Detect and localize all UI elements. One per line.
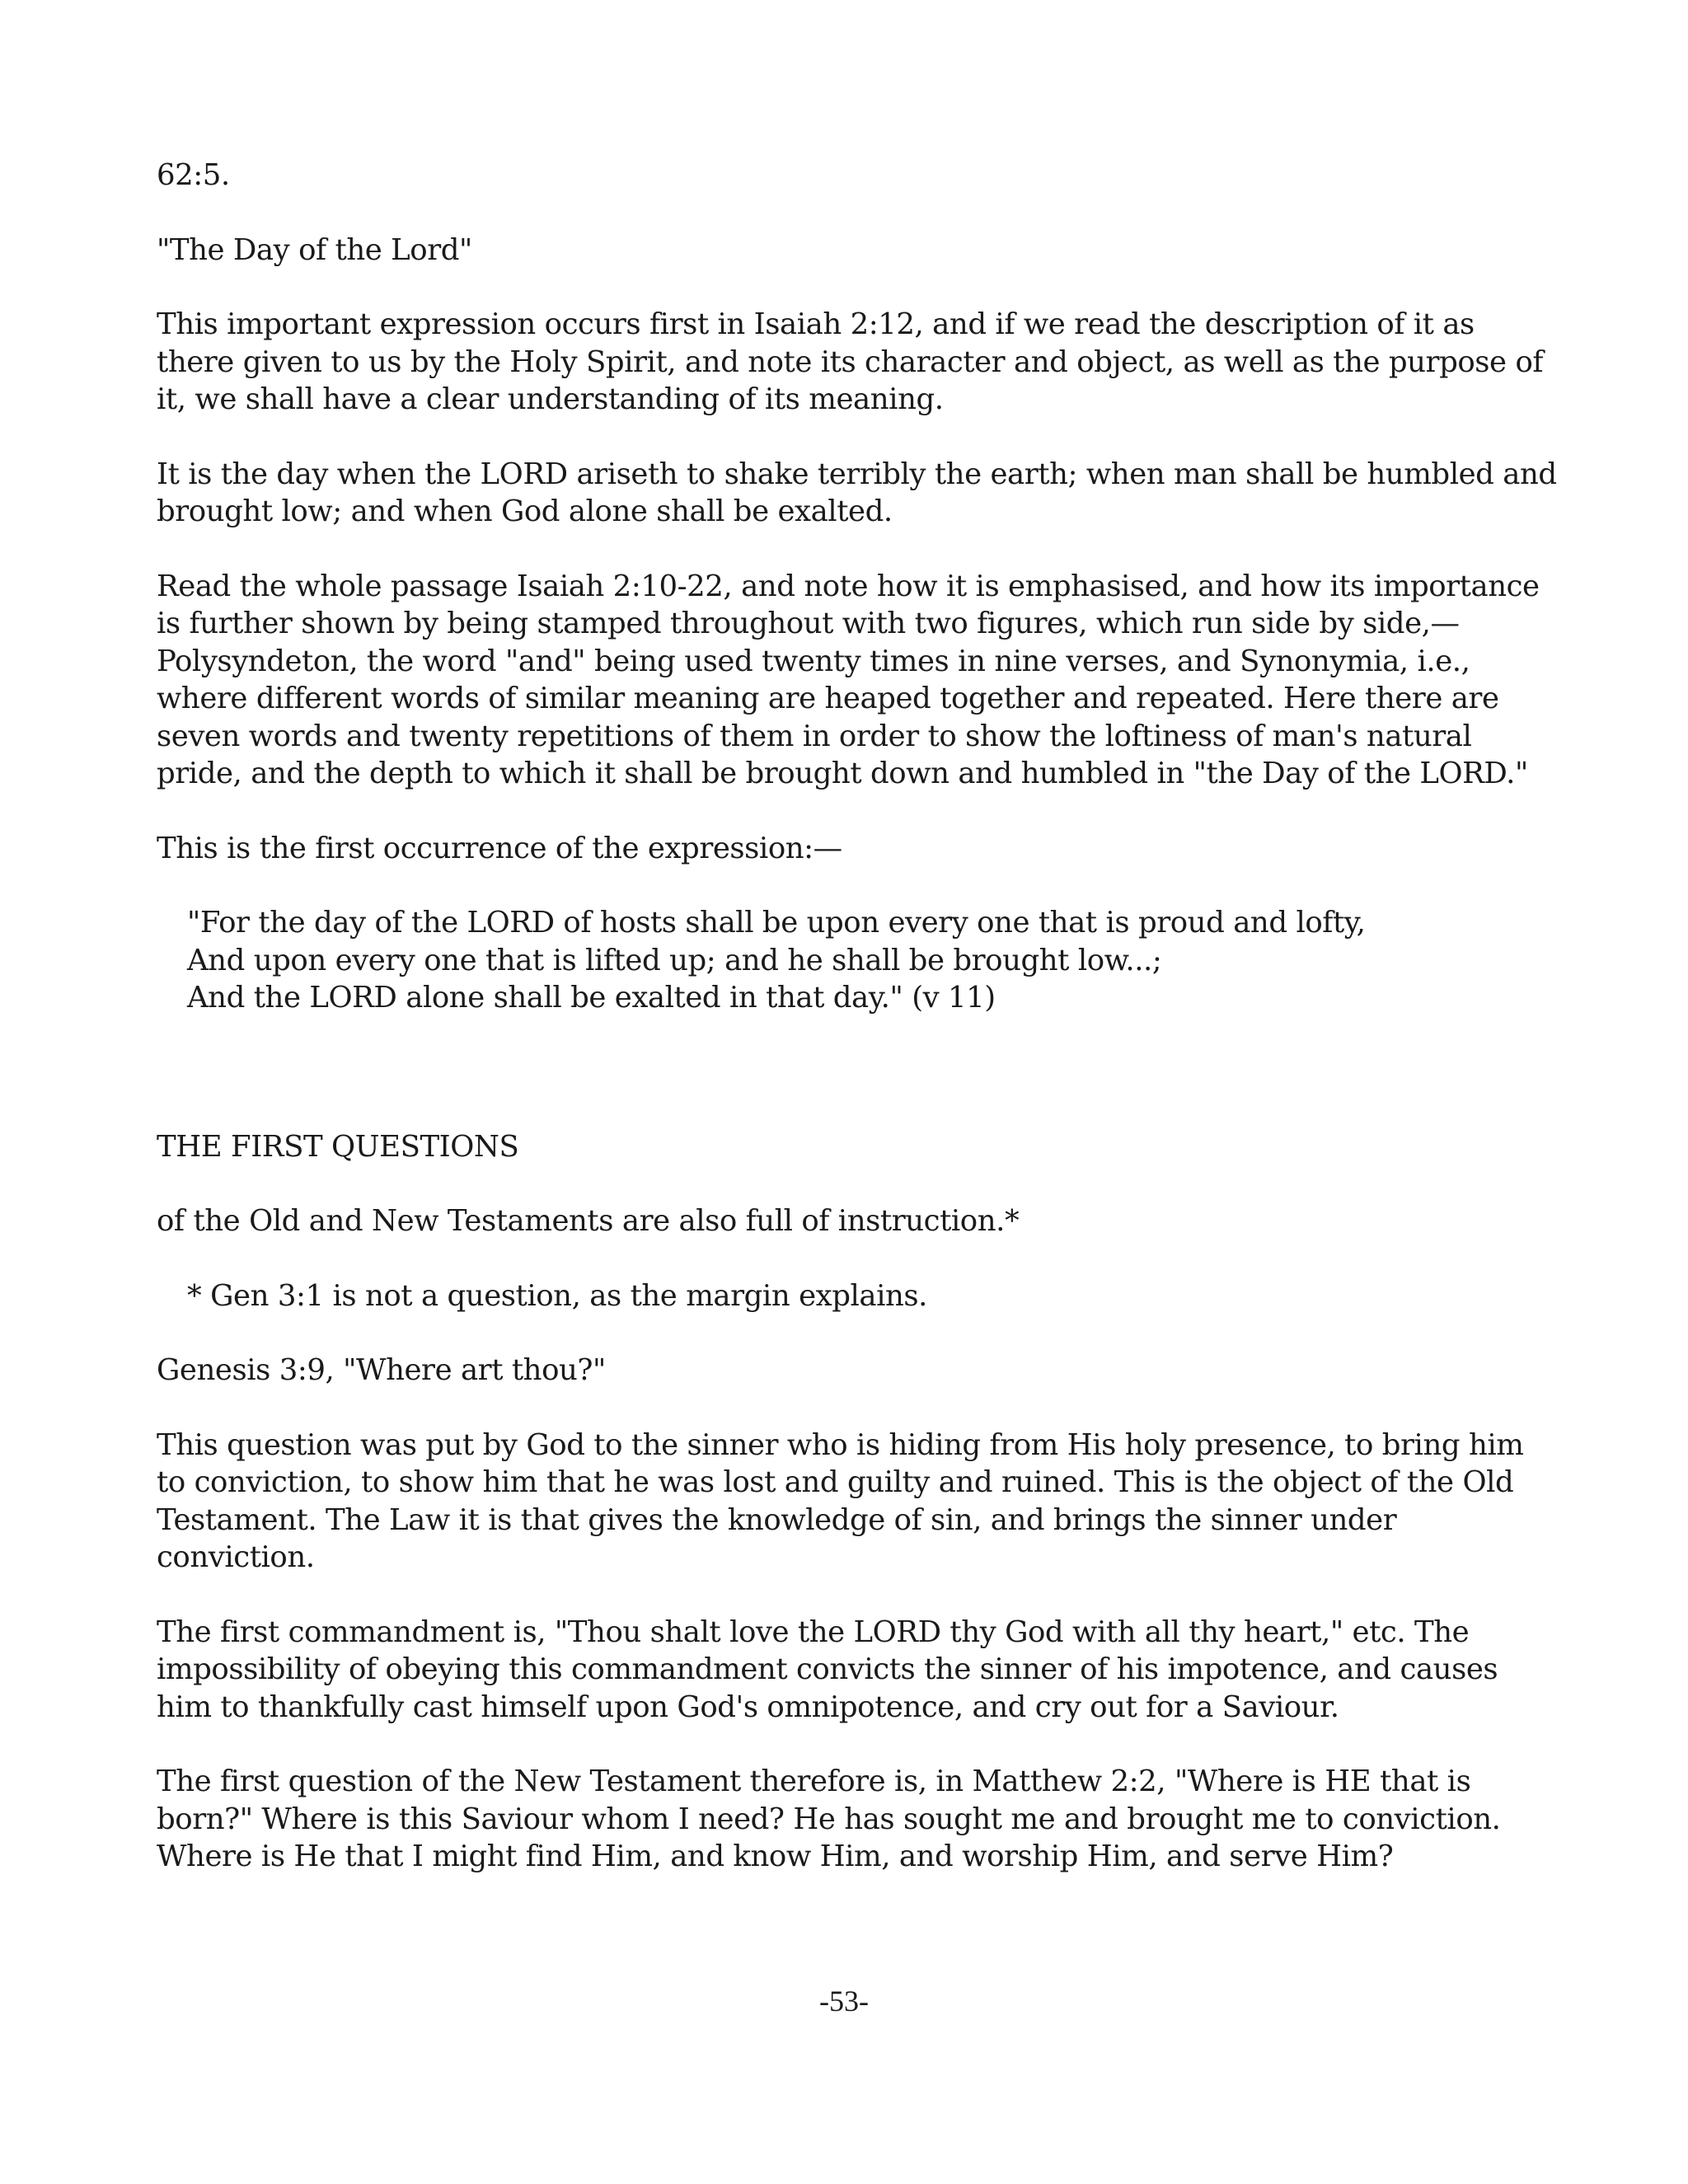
scripture-quote bbox=[157, 904, 1558, 1017]
page-body bbox=[157, 157, 1558, 1913]
body-paragraph: Read the whole passage Isaiah 2:10-22, and note how it is emphasised, and how its importance is further shown by being stamped throughout with two figures, which run side by side,—Polysyndeton, the word "and" being used twenty times in nine verses, and Synonymia, i.e., where different words of similar meaning are heaped together and repeated. Here there are seven words and twenty repetitions of them in order to show the loftiness of man's natural pride, and the depth to which it shall be brought down and humbled in "the Day of the LORD." bbox=[157, 569, 1540, 790]
quote-line: And upon every one that is lifted up; and he shall be brought low...; bbox=[187, 943, 1162, 977]
body-paragraph: This important expression occurs first in Isaiah 2:12, and if we read the description of it as there given to us by the Holy Spirit, and note its character and object, as well as the purpose of it, we shall have a clear understanding of its meaning. bbox=[157, 307, 1544, 416]
body-paragraph: The first commandment is, "Thou shalt love the LORD thy God with all thy heart," etc. The impossibility of obeying this commandment convicts the sinner of his impotence, and causes him to thankfully cast himself upon God's omnipotence, and cry out for a Saviour. bbox=[157, 1615, 1498, 1724]
section-intro: of the Old and New Testaments are also full of instruction.* bbox=[157, 1204, 1020, 1238]
section-heading: THE FIRST QUESTIONS bbox=[157, 1129, 519, 1164]
quote-line: "For the day of the LORD of hosts shall be upon every one that is proud and lofty, bbox=[187, 906, 1366, 940]
quote-line: And the LORD alone shall be exalted in that day." (v 11) bbox=[187, 981, 996, 1015]
page-number: -53- bbox=[819, 1985, 869, 2018]
body-paragraph: This is the first occurrence of the expression:— bbox=[157, 831, 842, 865]
body-paragraph: It is the day when the LORD ariseth to shake terribly the earth; when man shall be humbled and brought low; and when God alone shall be exalted. bbox=[157, 457, 1557, 528]
footnote: * Gen 3:1 is not a question, as the margin explains. bbox=[187, 1278, 928, 1313]
body-paragraph: The first question of the New Testament therefore is, in Matthew 2:2, "Where is HE that is born?" Where is this Saviour whom I need? He has sought me and brought me to conviction. Where is He that I might find Him, and know Him, and worship Him, and serve Him? bbox=[157, 1765, 1501, 1873]
verse-reference-continuation: 62:5. bbox=[157, 158, 230, 192]
body-paragraph: This question was put by God to the sinner who is hiding from His holy presence, to bring him to conviction, to show him that he was lost and guilty and ruined. This is the object of the Old Testament. The Law it is that gives the knowledge of sin, and brings the sinner under conviction. bbox=[157, 1427, 1524, 1574]
subheading-day-of-the-lord: "The Day of the Lord" bbox=[157, 232, 472, 267]
body-paragraph: Genesis 3:9, "Where art thou?" bbox=[157, 1353, 606, 1387]
